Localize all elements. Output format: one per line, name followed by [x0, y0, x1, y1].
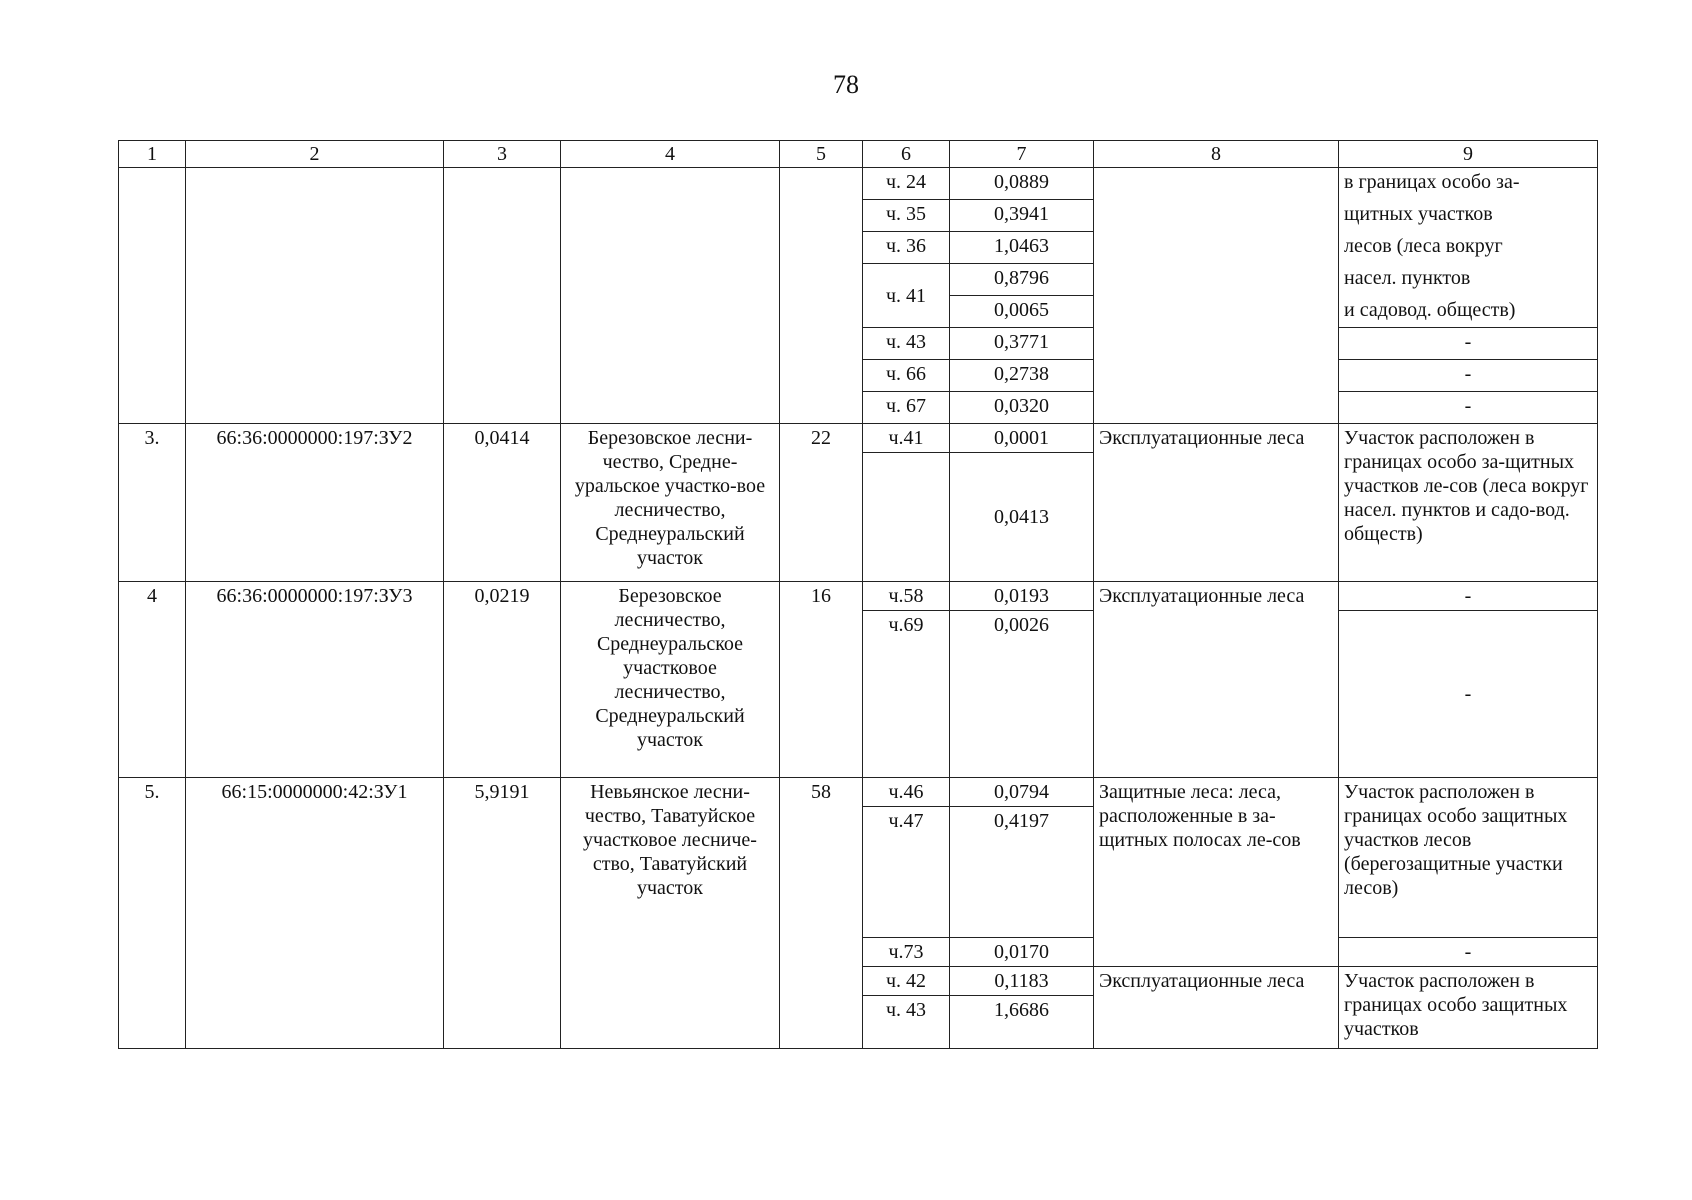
- cell-empty: [119, 168, 186, 424]
- area-cell: 0,3941: [950, 200, 1094, 232]
- cell-empty: [1094, 168, 1339, 424]
- part-cell: ч. 24: [863, 168, 950, 200]
- cell-empty: [186, 168, 444, 424]
- cell-empty: [444, 168, 561, 424]
- page-number: 78: [833, 70, 859, 99]
- quarter-number: 22: [780, 424, 863, 582]
- part-cell: ч.69: [863, 611, 950, 778]
- area-cell: 0,1183: [950, 967, 1094, 996]
- area-cell: 0,0170: [950, 938, 1094, 967]
- cadastral-number: 66:15:0000000:42:ЗУ1: [186, 778, 444, 1049]
- part-cell: ч. 66: [863, 360, 950, 392]
- part-cell: ч.41: [863, 424, 950, 453]
- quarter-number: 16: [780, 582, 863, 778]
- note-line: щитных участков: [1339, 200, 1598, 232]
- plot-area: 5,9191: [444, 778, 561, 1049]
- cell-empty: [561, 168, 780, 424]
- note-dash: -: [1339, 392, 1598, 424]
- column-header: 1: [119, 141, 186, 168]
- part-cell: ч. 43: [863, 996, 950, 1049]
- plot-area: 0,0219: [444, 582, 561, 778]
- area-cell: 0,3771: [950, 328, 1094, 360]
- column-header: 5: [780, 141, 863, 168]
- row-number: 5.: [119, 778, 186, 1049]
- table-row: [119, 582, 1598, 611]
- part-cell: ч. 42: [863, 967, 950, 996]
- row-number: 4: [119, 582, 186, 778]
- area-cell: 0,8796: [950, 264, 1094, 296]
- column-header: 7: [950, 141, 1094, 168]
- table-row: [119, 168, 1598, 200]
- land-plots-table: [118, 140, 1598, 1049]
- forest-category: Защитные леса: леса, расположенные в за-щитных полосах ле-сов: [1094, 778, 1339, 967]
- table-header-row: [119, 141, 1598, 168]
- area-cell: 0,0065: [950, 296, 1094, 328]
- area-cell: 0,0794: [950, 778, 1094, 807]
- area-cell: 0,4197: [950, 807, 1094, 938]
- part-cell: ч. 67: [863, 392, 950, 424]
- area-cell: 0,0001: [950, 424, 1094, 453]
- note-line: в границах особо за-: [1339, 168, 1598, 200]
- note-cell: Участок расположен в границах особо защитных участков лесов (берегозащитные участки лесов): [1339, 778, 1598, 938]
- forest-category: Эксплуатационные леса: [1094, 582, 1339, 778]
- note-dash: -: [1339, 328, 1598, 360]
- note-line: лесов (леса вокруг: [1339, 232, 1598, 264]
- note-dash: -: [1339, 611, 1598, 778]
- area-cell: 0,0026: [950, 611, 1094, 778]
- part-cell: ч.73: [863, 938, 950, 967]
- column-header: 6: [863, 141, 950, 168]
- column-header: 4: [561, 141, 780, 168]
- note-line: насел. пунктов: [1339, 264, 1598, 296]
- note-dash: -: [1339, 938, 1598, 967]
- area-cell: 0,0413: [950, 453, 1094, 582]
- forest-category: Эксплуатационные леса: [1094, 424, 1339, 582]
- forest-category: Эксплуатационные леса: [1094, 967, 1339, 1049]
- area-cell: 0,0320: [950, 392, 1094, 424]
- cell-empty: [780, 168, 863, 424]
- column-header: 9: [1339, 141, 1598, 168]
- cadastral-number: 66:36:0000000:197:ЗУ2: [186, 424, 444, 582]
- part-cell: [863, 453, 950, 582]
- table-row: [119, 424, 1598, 453]
- row-number: 3.: [119, 424, 186, 582]
- area-cell: 0,2738: [950, 360, 1094, 392]
- quarter-number: 58: [780, 778, 863, 1049]
- part-cell: ч. 43: [863, 328, 950, 360]
- column-header: 2: [186, 141, 444, 168]
- note-cell: Участок расположен в границах особо защитных участков: [1339, 967, 1598, 1049]
- part-cell: ч.46: [863, 778, 950, 807]
- note-cell: Участок расположен в границах особо за-щитных участков ле-сов (леса вокруг насел. пунктов и садо-вод. обществ): [1339, 424, 1598, 582]
- table-row: [119, 778, 1598, 807]
- cadastral-number: 66:36:0000000:197:ЗУ3: [186, 582, 444, 778]
- column-header: 8: [1094, 141, 1339, 168]
- forestry-name: Невьянское лесни-чество, Таватуйское участковое лесниче-ство, Таватуйский участок: [561, 778, 780, 1049]
- part-cell: ч. 35: [863, 200, 950, 232]
- area-cell: 0,0889: [950, 168, 1094, 200]
- note-dash: -: [1339, 582, 1598, 611]
- area-cell: 1,0463: [950, 232, 1094, 264]
- area-cell: 1,6686: [950, 996, 1094, 1049]
- column-header: 3: [444, 141, 561, 168]
- part-cell: ч.47: [863, 807, 950, 938]
- area-cell: 0,0193: [950, 582, 1094, 611]
- note-line: и садовод. обществ): [1339, 296, 1598, 328]
- part-cell: ч. 41: [863, 264, 950, 328]
- part-cell: ч.58: [863, 582, 950, 611]
- forestry-name: Березовское лесничество, Среднеуральское участковое лесничество, Среднеуральский участок: [561, 582, 780, 778]
- forestry-name: Березовское лесни-чество, Средне-уральское участко-вое лесничество, Среднеуральский участок: [561, 424, 780, 582]
- note-dash: -: [1339, 360, 1598, 392]
- part-cell: ч. 36: [863, 232, 950, 264]
- plot-area: 0,0414: [444, 424, 561, 582]
